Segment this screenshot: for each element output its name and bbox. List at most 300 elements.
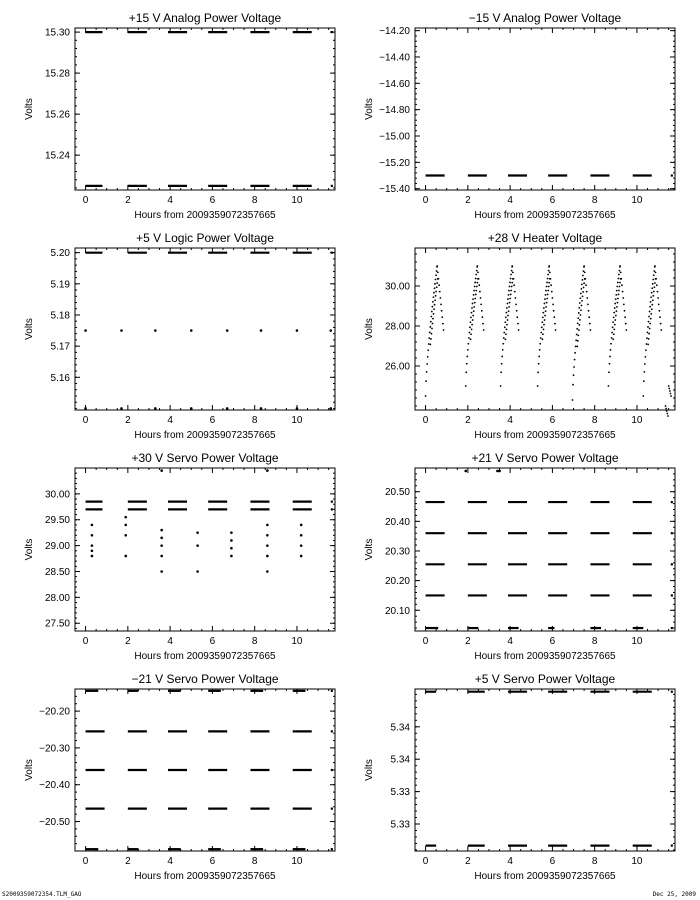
data-point (543, 328, 545, 330)
data-point (431, 328, 433, 330)
data-point (545, 294, 547, 296)
data-point (575, 346, 577, 348)
data-point (586, 297, 588, 299)
data-point (616, 290, 618, 292)
x-tick-label: 10 (291, 856, 303, 867)
x-tick-label: 10 (631, 636, 643, 647)
x-tick-label: 6 (549, 415, 556, 426)
data-point (582, 295, 584, 297)
data-point (434, 304, 436, 306)
x-tick-label: 6 (209, 636, 216, 647)
y-tick-label: −14.80 (379, 105, 410, 117)
data-point (507, 315, 509, 317)
data-point (647, 326, 649, 328)
x-tick-label: 2 (465, 415, 471, 426)
data-point (190, 407, 193, 410)
data-point (580, 293, 582, 295)
data-point (578, 307, 580, 309)
x-tick-label: 2 (465, 856, 471, 867)
y-tick-label: −15.00 (379, 131, 410, 143)
data-point (578, 324, 580, 326)
data-point (620, 278, 622, 280)
data-point (578, 312, 580, 314)
data-point (482, 323, 484, 325)
data-point (196, 570, 199, 573)
data-point (652, 283, 654, 285)
chart-title: +5 V Logic Power Voltage (136, 231, 274, 245)
plot-frame (75, 468, 335, 631)
data-point (555, 329, 557, 331)
data-point (615, 298, 617, 300)
data-point (581, 305, 583, 307)
data-point (644, 356, 646, 358)
data-point (505, 333, 507, 335)
data-point (658, 310, 660, 312)
data-point (652, 279, 654, 281)
data-point (443, 329, 445, 331)
data-point (432, 318, 434, 320)
data-point (655, 278, 657, 280)
data-point (652, 299, 654, 301)
data-point (665, 405, 667, 407)
y-axis-label: Volts (364, 98, 375, 120)
data-point (442, 323, 444, 325)
y-tick-label: 5.17 (50, 341, 70, 353)
footer-filename: S2009359072354.TLM_GAO (2, 891, 82, 898)
data-point (509, 298, 511, 300)
data-point (586, 291, 588, 293)
data-point (300, 555, 303, 558)
data-point (648, 338, 650, 340)
data-point (433, 292, 435, 294)
x-tick-label: 10 (631, 195, 643, 206)
data-point (547, 294, 549, 296)
data-point (515, 297, 517, 299)
data-point (583, 282, 585, 284)
data-point (543, 307, 545, 309)
data-point (425, 380, 427, 382)
chart-panel-2 (364, 11, 675, 221)
y-tick-label: 15.28 (44, 68, 70, 80)
data-point (613, 316, 615, 318)
data-point (583, 287, 585, 289)
x-tick-label: 0 (82, 856, 89, 867)
y-axis-label: Volts (24, 538, 35, 561)
data-point (512, 272, 514, 274)
y-tick-label: −14.60 (379, 78, 410, 90)
data-point (471, 307, 473, 309)
data-point (670, 395, 672, 397)
data-point (470, 316, 472, 318)
data-point (650, 296, 652, 298)
data-point (648, 321, 650, 323)
data-point (651, 308, 653, 310)
y-tick-label: −15.40 (379, 184, 410, 196)
data-point (643, 371, 645, 373)
x-tick-label: 10 (291, 636, 303, 647)
data-point (480, 297, 482, 299)
data-point (588, 310, 590, 312)
chart-panel-3 (24, 231, 335, 441)
data-point (541, 321, 543, 323)
data-point (470, 333, 472, 335)
x-tick-label: 0 (82, 195, 89, 206)
data-point (576, 346, 578, 348)
data-point (613, 312, 615, 314)
data-point (433, 308, 435, 310)
data-point (474, 302, 476, 304)
y-tick-label: −15.20 (379, 157, 410, 169)
data-point (554, 323, 556, 325)
x-tick-label: 6 (549, 856, 556, 867)
data-point (585, 284, 587, 286)
x-tick-label: 4 (507, 415, 513, 426)
data-point (614, 319, 616, 321)
data-point (91, 549, 94, 552)
data-point (503, 332, 505, 334)
data-point (468, 332, 470, 334)
data-point (647, 332, 649, 334)
data-point (473, 310, 475, 312)
data-point (509, 286, 511, 288)
data-point (471, 328, 473, 330)
data-point (651, 304, 653, 306)
x-tick-label: 10 (291, 195, 303, 206)
data-point (540, 337, 542, 339)
data-point (553, 310, 555, 312)
data-point (666, 413, 668, 415)
data-point (609, 356, 611, 358)
data-point (655, 272, 657, 274)
y-tick-label: 28.00 (384, 321, 410, 333)
data-point (429, 344, 431, 346)
data-point (476, 265, 478, 267)
chart-panel-7 (24, 672, 335, 882)
data-point (579, 319, 581, 321)
data-point (537, 385, 539, 387)
data-point (84, 329, 87, 332)
y-axis-label: Volts (364, 759, 375, 781)
x-tick-label: 4 (167, 636, 173, 647)
data-point (441, 310, 443, 312)
data-point (506, 328, 508, 330)
data-point (430, 338, 432, 340)
data-point (518, 329, 520, 331)
chart-title: +15 V Analog Power Voltage (128, 11, 282, 25)
data-point (434, 283, 436, 285)
x-tick-label: 6 (549, 636, 556, 647)
data-point (435, 291, 437, 293)
data-point (577, 340, 579, 342)
x-tick-label: 10 (631, 415, 643, 426)
data-point (646, 343, 648, 345)
x-axis-label: Hours from 2009359072357665 (474, 210, 616, 221)
x-axis-label: Hours from 2009359072357665 (134, 651, 276, 662)
data-point (91, 544, 94, 547)
y-tick-label: −14.40 (379, 52, 410, 64)
data-point (654, 282, 656, 284)
data-point (545, 290, 547, 292)
y-tick-label: 5.19 (50, 279, 70, 291)
data-point (581, 283, 583, 285)
data-point (502, 343, 504, 345)
data-point (621, 284, 623, 286)
data-point (660, 323, 662, 325)
data-point (544, 298, 546, 300)
data-point (481, 310, 483, 312)
x-tick-label: 8 (251, 415, 258, 426)
x-tick-label: 0 (422, 636, 429, 647)
x-axis-label: Hours from 2009359072357665 (134, 871, 276, 882)
data-point (428, 337, 430, 339)
y-axis-label: Volts (24, 318, 35, 340)
data-point (471, 312, 473, 314)
data-point (612, 326, 614, 328)
data-point (578, 329, 580, 331)
data-point (545, 310, 547, 312)
data-point (615, 315, 617, 317)
data-point (548, 286, 550, 288)
data-point (579, 302, 581, 304)
data-point (650, 318, 652, 320)
data-point (551, 297, 553, 299)
x-tick-label: 2 (125, 195, 131, 206)
data-point (440, 304, 442, 306)
data-point (575, 339, 577, 341)
data-point (581, 300, 583, 302)
y-tick-label: 5.34 (390, 754, 410, 766)
data-point (441, 316, 443, 318)
data-point (625, 323, 627, 325)
data-point (472, 298, 474, 300)
data-point (504, 326, 506, 328)
data-point (160, 469, 163, 472)
data-point (653, 274, 655, 276)
data-point (648, 316, 650, 318)
data-point (544, 303, 546, 305)
x-tick-label: 8 (251, 636, 258, 647)
data-point (470, 321, 472, 323)
x-axis-label: Hours from 2009359072357665 (134, 430, 276, 441)
data-point (124, 555, 127, 558)
data-point (550, 278, 552, 280)
x-tick-label: 4 (507, 195, 513, 206)
x-tick-label: 8 (591, 415, 598, 426)
y-axis-label: Volts (24, 759, 35, 781)
data-point (431, 311, 433, 313)
data-point (577, 317, 579, 319)
x-tick-label: 0 (422, 856, 429, 867)
data-point (504, 321, 506, 323)
data-point (426, 371, 428, 373)
data-point (653, 270, 655, 272)
data-point (546, 286, 548, 288)
data-point (577, 322, 579, 324)
data-point (548, 270, 550, 272)
data-point (541, 326, 543, 328)
data-point (649, 323, 651, 325)
data-point (465, 371, 467, 373)
data-point (623, 304, 625, 306)
data-point (542, 338, 544, 340)
data-point (650, 301, 652, 303)
data-point (300, 534, 303, 537)
data-point (516, 316, 518, 318)
x-tick-label: 0 (422, 415, 429, 426)
x-axis-label: Hours from 2009359072357665 (134, 210, 276, 221)
x-tick-label: 8 (591, 856, 598, 867)
chart-title: −15 V Analog Power Voltage (468, 11, 622, 25)
data-point (582, 291, 584, 293)
y-tick-label: 27.50 (44, 618, 70, 630)
data-point (503, 337, 505, 339)
x-tick-label: 6 (549, 195, 556, 206)
data-point (619, 265, 621, 267)
data-point (589, 323, 591, 325)
x-tick-label: 2 (125, 636, 131, 647)
data-point (617, 282, 619, 284)
data-point (610, 349, 612, 351)
y-axis-label: Volts (364, 538, 375, 561)
y-tick-label: 5.18 (50, 310, 70, 322)
data-point (538, 356, 540, 358)
footer-date: Dec 25, 2009 (652, 891, 696, 898)
data-point (510, 278, 512, 280)
data-point (475, 278, 477, 280)
data-point (666, 410, 668, 412)
data-point (505, 316, 507, 318)
data-point (587, 304, 589, 306)
data-point (542, 333, 544, 335)
data-point (618, 290, 620, 292)
y-tick-label: −20.30 (39, 743, 70, 755)
data-point (572, 399, 574, 401)
y-tick-label: 20.40 (384, 516, 410, 528)
x-tick-label: 6 (209, 856, 216, 867)
data-point (472, 303, 474, 305)
data-point (657, 291, 659, 293)
data-point (266, 544, 269, 547)
x-tick-label: 10 (631, 856, 643, 867)
data-point (620, 272, 622, 274)
data-point (618, 274, 620, 276)
plot-frame (415, 689, 675, 851)
data-point (498, 470, 501, 473)
chart-title: −21 V Servo Power Voltage (131, 672, 279, 686)
data-point (616, 306, 618, 308)
data-point (590, 329, 592, 331)
y-tick-label: 28.00 (44, 592, 70, 604)
data-point (84, 407, 87, 410)
y-tick-label: 30.00 (384, 281, 410, 293)
data-point (547, 278, 549, 280)
data-point (230, 555, 233, 558)
data-point (435, 274, 437, 276)
data-point (160, 555, 163, 558)
data-point (478, 284, 480, 286)
data-point (580, 288, 582, 290)
data-point (515, 304, 517, 306)
data-point (437, 272, 439, 274)
data-point (507, 303, 509, 305)
data-point (583, 265, 585, 267)
data-point (500, 371, 502, 373)
y-tick-label: 5.16 (50, 372, 70, 384)
data-point (653, 291, 655, 293)
data-point (622, 291, 624, 293)
plot-frame (415, 468, 675, 631)
data-point (160, 537, 163, 540)
data-point (436, 265, 438, 267)
data-point (434, 287, 436, 289)
data-point (230, 539, 233, 542)
x-tick-label: 4 (167, 195, 173, 206)
data-point (539, 343, 541, 345)
data-point (539, 349, 541, 351)
data-point (614, 303, 616, 305)
data-point (616, 286, 618, 288)
x-axis-label: Hours from 2009359072357665 (474, 430, 616, 441)
plot-frame (415, 248, 675, 410)
y-tick-label: 15.30 (44, 27, 70, 39)
data-point (230, 531, 233, 534)
y-tick-label: 5.34 (390, 722, 410, 734)
data-point (544, 315, 546, 317)
data-point (624, 310, 626, 312)
data-point (649, 311, 651, 313)
data-point (513, 278, 515, 280)
data-point (432, 301, 434, 303)
data-point (472, 315, 474, 317)
data-point (574, 352, 576, 354)
y-tick-label: 5.33 (390, 819, 410, 831)
data-point (547, 290, 549, 292)
data-point (608, 385, 610, 387)
data-point (584, 278, 586, 280)
data-point (573, 366, 575, 368)
data-point (154, 329, 157, 332)
data-point (468, 337, 470, 339)
x-tick-label: 2 (125, 856, 131, 867)
data-point (154, 407, 157, 410)
data-point (668, 385, 670, 387)
data-point (670, 393, 672, 395)
y-tick-label: 29.00 (44, 541, 70, 553)
data-point (471, 324, 473, 326)
data-point (612, 338, 614, 340)
data-point (226, 329, 229, 332)
x-axis-label: Hours from 2009359072357665 (474, 651, 616, 662)
data-point (431, 333, 433, 335)
data-point (574, 359, 576, 361)
data-point (436, 286, 438, 288)
x-tick-label: 8 (251, 195, 258, 206)
x-tick-label: 8 (591, 636, 598, 647)
data-point (580, 314, 582, 316)
data-point (619, 286, 621, 288)
data-point (546, 282, 548, 284)
chart-panel-1 (24, 11, 335, 221)
data-point (266, 555, 269, 558)
y-tick-label: 28.50 (44, 566, 70, 578)
data-point (91, 555, 94, 558)
y-tick-label: 15.24 (44, 150, 70, 162)
data-point (469, 326, 471, 328)
data-point (506, 324, 508, 326)
x-tick-label: 0 (422, 195, 429, 206)
data-point (617, 278, 619, 280)
data-point (190, 329, 193, 332)
